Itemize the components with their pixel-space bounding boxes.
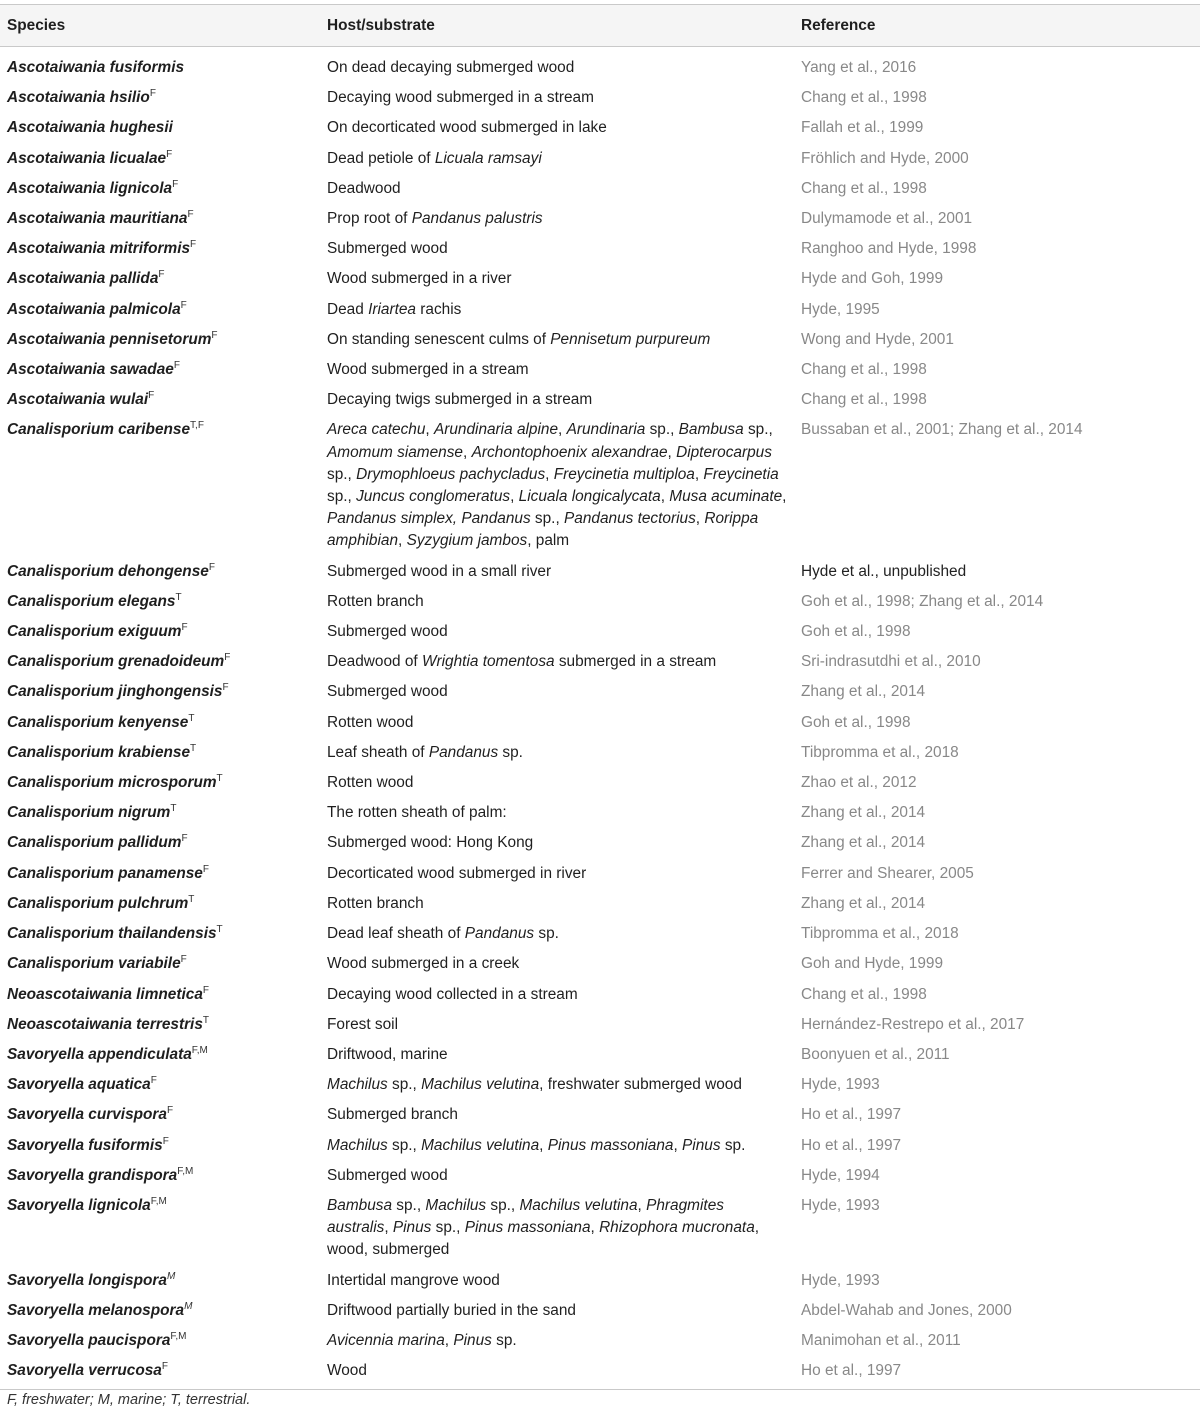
- reference-cell: Tibpromma et al., 2018: [801, 925, 959, 943]
- species-cell: [0, 980, 320, 1010]
- reference-cell: Zhang et al., 2014: [801, 683, 926, 701]
- host-cell: The rotten sheath of palm:: [327, 804, 507, 822]
- host-cell: On standing senescent culms of Pennisetum purpureum: [327, 330, 711, 348]
- species-name: Savoryella longispora: [7, 1271, 167, 1289]
- host-cell: Leaf sheath of Pandanus sp.: [327, 743, 523, 761]
- reference-cell: Hyde, 1995: [801, 300, 880, 318]
- reference-cell: Yang et al., 2016: [801, 59, 917, 76]
- host-cell: Deadwood of Wrightia tomentosa submerged in a stream: [327, 653, 717, 671]
- table-row: [0, 385, 1200, 415]
- species-cell: [0, 83, 320, 113]
- species-name: Canalisporium pallidum: [7, 834, 182, 852]
- reference-cell: Goh et al., 1998: [801, 713, 911, 731]
- table-row: [0, 1040, 1200, 1070]
- reference-cell: Hernández-Restrepo et al., 2017: [801, 1015, 1025, 1033]
- species-cell: [0, 828, 320, 858]
- host-cell: Decorticated wood submerged in river: [327, 864, 587, 882]
- host-cell: Rotten wood: [327, 774, 414, 792]
- habitat-superscript: T: [190, 742, 197, 754]
- table-row: [0, 647, 1200, 677]
- habitat-superscript: T,F: [190, 420, 204, 432]
- reference-cell: Goh et al., 1998; Zhang et al., 2014: [801, 592, 1044, 610]
- species-cell: [0, 919, 320, 949]
- habitat-superscript: F,M: [170, 1330, 187, 1342]
- species-cell: [0, 677, 320, 707]
- species-cell: [0, 617, 320, 647]
- species-name: Canalisporium variabile: [7, 955, 181, 973]
- species-name: Ascotaiwania mitriformis: [7, 240, 191, 258]
- habitat-superscript: F: [148, 390, 155, 402]
- reference-cell: Chang et al., 1998: [801, 179, 927, 197]
- table-row: [0, 1161, 1200, 1191]
- habitat-superscript: T: [216, 773, 223, 785]
- table-row: [0, 889, 1200, 919]
- habitat-superscript: T: [170, 803, 177, 815]
- species-cell: [0, 587, 320, 617]
- habitat-superscript: F: [180, 299, 187, 311]
- habitat-superscript: F: [211, 329, 218, 341]
- species-cell: [0, 385, 320, 415]
- reference-cell: Bussaban et al., 2001; Zhang et al., 2014: [801, 421, 1083, 439]
- table-row: [0, 1131, 1200, 1161]
- reference-cell: Ho et al., 1997: [794, 1356, 1200, 1390]
- host-cell: Wood: [320, 1356, 794, 1390]
- species-name: Canalisporium exiguum: [7, 623, 182, 641]
- table-row: [0, 798, 1200, 828]
- species-cell: [0, 204, 320, 234]
- species-cell: [0, 557, 320, 587]
- host-cell: Driftwood, marine: [327, 1045, 448, 1063]
- species-cell: [0, 1010, 320, 1040]
- species-name: Savoryella grandispora: [7, 1166, 178, 1184]
- habitat-superscript: T: [175, 591, 182, 603]
- species-cell: [0, 113, 320, 143]
- species-name: Canalisporium pulchrum: [7, 894, 189, 912]
- habitat-superscript: F: [166, 1105, 174, 1117]
- table-row: [0, 1070, 1200, 1100]
- species-name: Ascotaiwania wulai: [7, 391, 149, 409]
- table-row: [0, 355, 1200, 385]
- habitat-superscript: T: [216, 924, 223, 936]
- table-row: [0, 738, 1200, 768]
- table-row: [0, 1296, 1200, 1326]
- header-host: Host/substrate: [320, 5, 794, 47]
- species-name: Canalisporium grenadoideum: [7, 653, 225, 671]
- host-cell: On dead decaying submerged wood: [327, 59, 575, 76]
- host-cell: On decorticated wood submerged in lake: [327, 119, 607, 137]
- reference-cell: Zhang et al., 2014: [801, 804, 926, 822]
- habitat-superscript: F,M: [177, 1165, 194, 1177]
- habitat-superscript: F: [166, 148, 173, 160]
- table-row: [0, 919, 1200, 949]
- header-reference: Reference: [794, 5, 1200, 47]
- host-cell: Machilus sp., Machilus velutina, Pinus massoniana, Pinus sp.: [327, 1136, 746, 1154]
- reference-cell: Abdel-Wahab and Jones, 2000: [801, 1301, 1012, 1319]
- table-row: [0, 325, 1200, 355]
- reference-cell: Ho et al., 1997: [801, 1106, 902, 1124]
- species-cell: [0, 1040, 320, 1070]
- species-cell: [0, 47, 320, 84]
- species-name: Ascotaiwania hsilio: [7, 89, 150, 107]
- species-name: Canalisporium panamense: [7, 864, 203, 882]
- host-cell: Submerged wood: [327, 623, 448, 641]
- reference-cell: Ho et al., 1997: [801, 1136, 902, 1154]
- reference-cell: Dulymamode et al., 2001: [801, 210, 973, 228]
- species-cell: [0, 174, 320, 204]
- species-cell: [0, 1356, 320, 1390]
- species-name: Ascotaiwania pallida: [7, 270, 159, 288]
- host-cell: Driftwood partially buried in the sand: [327, 1301, 576, 1319]
- reference-cell: Hyde, 1993: [801, 1196, 880, 1214]
- species-name: Ascotaiwania licualae: [7, 149, 167, 167]
- species-name: Savoryella curvispora: [7, 1106, 167, 1124]
- species-name: Canalisporium kenyense: [7, 713, 189, 731]
- table-row: [0, 557, 1200, 587]
- host-cell: Intertidal mangrove wood: [327, 1271, 500, 1289]
- host-cell: Submerged wood: [327, 1166, 448, 1184]
- table-row: [0, 1100, 1200, 1130]
- reference-cell: Goh and Hyde, 1999: [801, 955, 944, 973]
- host-cell: Rotten branch: [327, 894, 424, 912]
- host-cell: Decaying wood submerged in a stream: [327, 89, 594, 107]
- species-name: Canalisporium nigrum: [7, 804, 171, 822]
- habitat-superscript: F: [190, 239, 197, 251]
- host-cell: Submerged wood: Hong Kong: [327, 834, 534, 852]
- habitat-superscript: T: [188, 893, 195, 905]
- habitat-superscript: F,M: [150, 1195, 167, 1207]
- host-cell: Deadwood: [327, 179, 401, 197]
- reference-cell: Hyde and Goh, 1999: [801, 270, 944, 288]
- table-row: [0, 264, 1200, 294]
- host-cell: Submerged branch: [327, 1106, 458, 1124]
- host-cell: Bambusa sp., Machilus sp., Machilus velutina, Phragmites australis, Pinus sp., Pinus massoniana, Rhizophora mucronata, wood, submerged: [327, 1196, 760, 1259]
- species-name: Ascotaiwania fusiformis: [7, 59, 185, 76]
- table-row: [0, 113, 1200, 143]
- reference-cell: Chang et al., 1998: [801, 985, 927, 1003]
- habitat-superscript: F: [181, 622, 188, 634]
- habitat-superscript: F: [202, 984, 209, 996]
- reference-cell: Zhang et al., 2014: [801, 894, 926, 912]
- species-name: Canalisporium caribense: [7, 421, 191, 439]
- table-row: [0, 204, 1200, 234]
- reference-cell: Hyde, 1993: [801, 1271, 880, 1289]
- species-cell: [0, 264, 320, 294]
- table-row: [0, 768, 1200, 798]
- species-name: Savoryella paucispora: [7, 1331, 171, 1349]
- host-cell: Dead leaf sheath of Pandanus sp.: [327, 925, 559, 943]
- reference-cell: Tibpromma et al., 2018: [801, 743, 959, 761]
- table-row: [0, 174, 1200, 204]
- habitat-superscript: F: [158, 269, 165, 281]
- species-cell: [0, 798, 320, 828]
- table-row: [0, 1326, 1200, 1356]
- habitat-superscript: F: [161, 1361, 168, 1373]
- species-name: Savoryella lignicola: [7, 1196, 151, 1214]
- species-name: Canalisporium microsporum: [7, 774, 217, 792]
- host-cell: Areca catechu, Arundinaria alpine, Arundinaria sp., Bambusa sp., Amomum siamense, Archontophoenix alexandrae, Dipterocarpus sp., Drymophloeus pachycladus, Freycinetia multiploa, Freycinetia sp., Juncus conglomeratus, Licuala longicalycata, Musa acuminate, Pandanus simplex, Pandanus sp., Pandanus tectorius, Rorippa amphibian, Syzygium jambos, palm: [327, 421, 787, 550]
- table-row: [0, 587, 1200, 617]
- table-row: [0, 1191, 1200, 1266]
- habitat-superscript: F: [173, 360, 180, 372]
- host-cell: Decaying wood collected in a stream: [327, 985, 578, 1003]
- reference-cell: Sri-indrasutdhi et al., 2010: [801, 653, 981, 671]
- species-cell: [0, 1161, 320, 1191]
- species-cell: [0, 738, 320, 768]
- table-row: [0, 859, 1200, 889]
- habitat-superscript: F: [181, 833, 188, 845]
- species-name: Neoascotaiwania limnetica: [7, 985, 203, 1003]
- reference-cell: Ranghoo and Hyde, 1998: [801, 240, 977, 258]
- species-name: Savoryella appendiculata: [7, 1045, 192, 1063]
- species-name: Savoryella aquatica: [7, 1076, 151, 1094]
- table-row: [0, 83, 1200, 113]
- species-cell: [0, 889, 320, 919]
- species-name: Ascotaiwania lignicola: [7, 179, 173, 197]
- habitat-superscript: F,M: [191, 1044, 208, 1056]
- species-cell: [0, 647, 320, 677]
- reference-cell: Boonyuen et al., 2011: [801, 1045, 950, 1063]
- habitat-superscript: M: [166, 1270, 176, 1282]
- header-species: Species: [0, 5, 320, 47]
- species-name: Ascotaiwania hughesii: [7, 119, 173, 137]
- habitat-superscript: F: [150, 1075, 157, 1087]
- species-cell: [0, 295, 320, 325]
- table-row: [0, 234, 1200, 264]
- species-cell: [0, 1191, 320, 1266]
- species-cell: [0, 144, 320, 174]
- species-name: Ascotaiwania palmicola: [7, 300, 181, 318]
- table-row: [0, 295, 1200, 325]
- species-cell: [0, 415, 320, 556]
- table-row: [0, 980, 1200, 1010]
- species-cell: [0, 1326, 320, 1356]
- table-row: [0, 949, 1200, 979]
- table-row: [0, 1266, 1200, 1296]
- table-body: [0, 47, 1200, 1390]
- species-name: Ascotaiwania sawadae: [7, 361, 174, 379]
- habitat-superscript: F: [149, 88, 156, 100]
- table-row: [0, 144, 1200, 174]
- species-cell: [0, 325, 320, 355]
- table-row: [0, 1356, 1200, 1390]
- host-cell: Avicennia marina, Pinus sp.: [327, 1331, 517, 1349]
- reference-cell: Chang et al., 1998: [801, 361, 927, 379]
- reference-cell: Zhang et al., 2014: [801, 834, 926, 852]
- species-cell: [0, 859, 320, 889]
- species-name: Ascotaiwania pennisetorum: [7, 330, 212, 348]
- table-row: [0, 828, 1200, 858]
- table-row: [0, 1010, 1200, 1040]
- species-cell: [0, 1296, 320, 1326]
- host-cell: Dead petiole of Licuala ramsayi: [327, 149, 542, 167]
- habitat-superscript: F: [208, 561, 215, 573]
- habitat-superscript: T: [188, 712, 195, 724]
- species-cell: [0, 355, 320, 385]
- table-row: [0, 677, 1200, 707]
- species-cell: [0, 234, 320, 264]
- reference-cell: Manimohan et al., 2011: [801, 1331, 961, 1349]
- species-table: [0, 4, 1200, 1390]
- species-name: Canalisporium thailandensis: [7, 925, 217, 943]
- habitat-superscript: F: [202, 863, 209, 875]
- species-name: Canalisporium elegans: [7, 592, 176, 610]
- species-name: Savoryella fusiformis: [7, 1136, 163, 1154]
- reference-cell: Hyde et al., unpublished: [801, 562, 967, 580]
- habitat-superscript: M: [184, 1300, 193, 1312]
- species-cell: [0, 768, 320, 798]
- habitat-superscript: F: [162, 1135, 169, 1147]
- host-cell: Submerged wood in a small river: [327, 562, 552, 580]
- host-cell: Forest soil: [327, 1015, 398, 1033]
- reference-cell: Wong and Hyde, 2001: [801, 330, 954, 348]
- host-cell: Submerged wood: [327, 683, 448, 701]
- host-cell: Wood submerged in a creek: [327, 955, 520, 973]
- host-cell: Machilus sp., Machilus velutina, freshwater submerged wood: [327, 1076, 742, 1094]
- reference-cell: Zhao et al., 2012: [801, 774, 917, 792]
- reference-cell: Goh et al., 1998: [801, 623, 911, 641]
- species-name: Canalisporium krabiense: [7, 743, 191, 761]
- species-name: Savoryella verrucosa: [7, 1362, 162, 1380]
- habitat-superscript: F: [180, 954, 187, 966]
- table-footnote: F, freshwater; M, marine; T, terrestrial.: [7, 1392, 251, 1408]
- reference-cell: Chang et al., 1998: [801, 391, 927, 409]
- species-cell: [0, 1266, 320, 1296]
- species-cell: [0, 708, 320, 738]
- table-row: [0, 708, 1200, 738]
- reference-cell: Chang et al., 1998: [801, 89, 927, 107]
- habitat-superscript: T: [202, 1014, 210, 1026]
- species-cell: [0, 1100, 320, 1130]
- host-cell: Dead Iriartea rachis: [327, 300, 462, 318]
- species-name: Canalisporium jinghongensis: [7, 683, 223, 701]
- habitat-superscript: F: [187, 209, 194, 221]
- host-cell: Rotten branch: [327, 592, 424, 610]
- host-cell: Wood submerged in a river: [327, 270, 512, 288]
- species-cell: [0, 1070, 320, 1100]
- species-name: Neoascotaiwania terrestris: [7, 1015, 203, 1033]
- reference-cell: Fallah et al., 1999: [801, 119, 924, 137]
- host-cell: Prop root of Pandanus palustris: [327, 210, 543, 228]
- table-row: [0, 47, 1200, 84]
- table-row: [0, 415, 1200, 556]
- table-row: [0, 617, 1200, 647]
- reference-cell: Hyde, 1994: [801, 1166, 880, 1184]
- host-cell: Submerged wood: [327, 240, 448, 258]
- species-cell: [0, 1131, 320, 1161]
- reference-cell: Hyde, 1993: [801, 1076, 880, 1094]
- species-name: Ascotaiwania mauritiana: [7, 210, 188, 228]
- species-cell: [0, 949, 320, 979]
- species-name: Canalisporium dehongense: [7, 562, 209, 580]
- habitat-superscript: F: [222, 682, 229, 694]
- table-header: [0, 5, 1200, 47]
- reference-cell: Fröhlich and Hyde, 2000: [801, 149, 969, 167]
- species-name: Savoryella melanospora: [7, 1301, 185, 1319]
- host-cell: Rotten wood: [327, 713, 414, 731]
- habitat-superscript: F: [224, 652, 231, 664]
- host-cell: Decaying twigs submerged in a stream: [327, 391, 593, 409]
- host-cell: Wood submerged in a stream: [327, 361, 529, 379]
- habitat-superscript: F: [172, 178, 179, 190]
- reference-cell: Ferrer and Shearer, 2005: [801, 864, 974, 882]
